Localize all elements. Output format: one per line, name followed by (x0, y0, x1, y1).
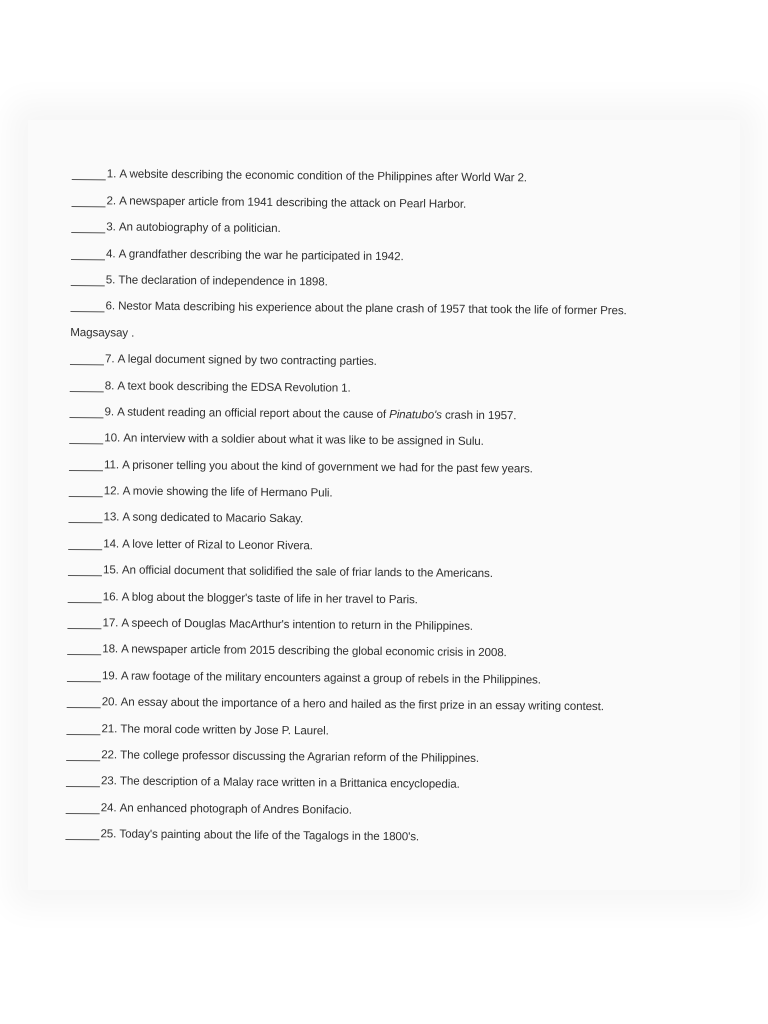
answer-blank[interactable] (66, 724, 100, 735)
answer-blank[interactable] (69, 407, 103, 418)
answer-blank[interactable] (66, 776, 100, 787)
item-number: 6. (105, 299, 116, 313)
item-number: 15. (102, 563, 119, 577)
item-number: 2. (106, 194, 117, 208)
item-text: An autobiography of a politician. (118, 220, 281, 236)
item-number: 7. (104, 352, 115, 366)
answer-blank[interactable] (67, 671, 101, 682)
item-text: Today's painting about the life of the Tagalogs in the 1800's. (119, 827, 420, 844)
answer-blank[interactable] (71, 196, 105, 207)
item-number: 17. (102, 616, 119, 630)
answer-blank[interactable] (69, 433, 103, 444)
item-number: 4. (105, 246, 116, 260)
item-text: A love letter of Rizal to Leonor Rivera. (122, 537, 313, 553)
answer-blank[interactable] (68, 539, 102, 550)
item-text: A legal document signed by two contracting parties. (117, 352, 377, 369)
item-number: 5. (105, 273, 116, 287)
item-number: 21. (101, 721, 118, 736)
item-text: An essay about the importance of a hero and hailed as the first prize in an essay writing contest. (120, 695, 604, 714)
answer-blank[interactable] (71, 249, 105, 260)
item-text: The moral code written by Jose P. Laurel. (120, 722, 329, 738)
item-text-end: crash in 1957. (441, 408, 517, 423)
item-text: A website describing the economic condition of the Philippines after World War 2. (119, 167, 528, 185)
answer-blank[interactable] (72, 169, 106, 180)
item-number: 18. (102, 642, 119, 656)
item-text: The description of a Malay race written in a Brittanica encyclopedia. (119, 774, 460, 792)
item-number: 20. (101, 695, 118, 709)
item-number: 24. (100, 801, 117, 815)
item-number: 1. (106, 167, 117, 181)
answer-blank[interactable] (65, 829, 99, 840)
item-text: The college professor discussing the Agrarian reform of the Philippines. (120, 748, 480, 765)
item-text: A newspaper article from 1941 describing the attack on Pearl Harbor. (119, 194, 467, 211)
answer-blank[interactable] (67, 644, 101, 655)
answer-blank[interactable] (67, 697, 101, 708)
answer-blank[interactable] (69, 460, 103, 471)
item-text: A newspaper article from 2015 describing the global economic crisis in 2008. (121, 642, 507, 660)
item-text: The declaration of independence in 1898. (118, 273, 328, 289)
item-text: Nestor Mata describing his experience about the plane crash of 1957 that took the life of former Pres. (118, 299, 627, 318)
item-number: 25. (100, 827, 117, 841)
answer-blank[interactable] (66, 803, 100, 814)
item-text: An official document that solidified the sale of friar lands to the Americans. (121, 563, 493, 581)
worksheet-items (65, 154, 732, 846)
item-text: A text book describing the EDSA Revolution 1. (117, 378, 351, 395)
answer-blank[interactable] (68, 565, 102, 576)
item-number: 11. (103, 458, 120, 472)
item-number: 12. (103, 484, 120, 498)
item-text: A blog about the blogger's taste of life in her travel to Paris. (121, 590, 418, 606)
item-number: 13. (103, 510, 120, 524)
item-text-start: A student reading an official report about the cause of (117, 405, 390, 421)
answer-blank[interactable] (69, 486, 103, 497)
item-text: A raw footage of the military encounters against a group of rebels in the Philippines. (120, 669, 541, 687)
item-number: 3. (106, 220, 116, 234)
item-number: 19. (101, 669, 118, 683)
answer-blank[interactable] (70, 354, 104, 365)
item-number: 8. (104, 378, 115, 392)
item-text: A prisoner telling you about the kind of government we had for the past few years. (122, 458, 533, 476)
answer-blank[interactable] (71, 275, 105, 286)
item-number: 10. (104, 431, 121, 445)
item-text: A speech of Douglas MacArthur's intention to return in the Philippines. (121, 616, 474, 633)
item-number: 22. (101, 748, 118, 762)
answer-blank[interactable] (70, 301, 104, 312)
answer-blank[interactable] (71, 222, 105, 233)
answer-blank[interactable] (68, 592, 102, 603)
answer-blank[interactable] (67, 618, 101, 629)
item-number: 23. (100, 774, 117, 788)
item-text-continued: Magsaysay . (70, 325, 135, 340)
item-text-italic: Pinatubo's (389, 407, 442, 422)
item-number: 9. (104, 405, 115, 419)
answer-blank[interactable] (68, 512, 102, 523)
answer-blank[interactable] (70, 381, 104, 392)
item-number: 14. (103, 537, 120, 551)
item-text: An enhanced photograph of Andres Bonifacio. (119, 801, 352, 817)
item-text: A grandfather describing the war he participated in 1942. (118, 247, 404, 263)
item-number: 16. (102, 589, 119, 604)
item-text: A song dedicated to Macario Sakay. (122, 510, 304, 526)
item-text: A movie showing the life of Hermano Puli. (122, 484, 333, 500)
answer-blank[interactable] (66, 750, 100, 761)
item-text: An interview with a soldier about what it was like to be assigned in Sulu. (123, 431, 484, 449)
